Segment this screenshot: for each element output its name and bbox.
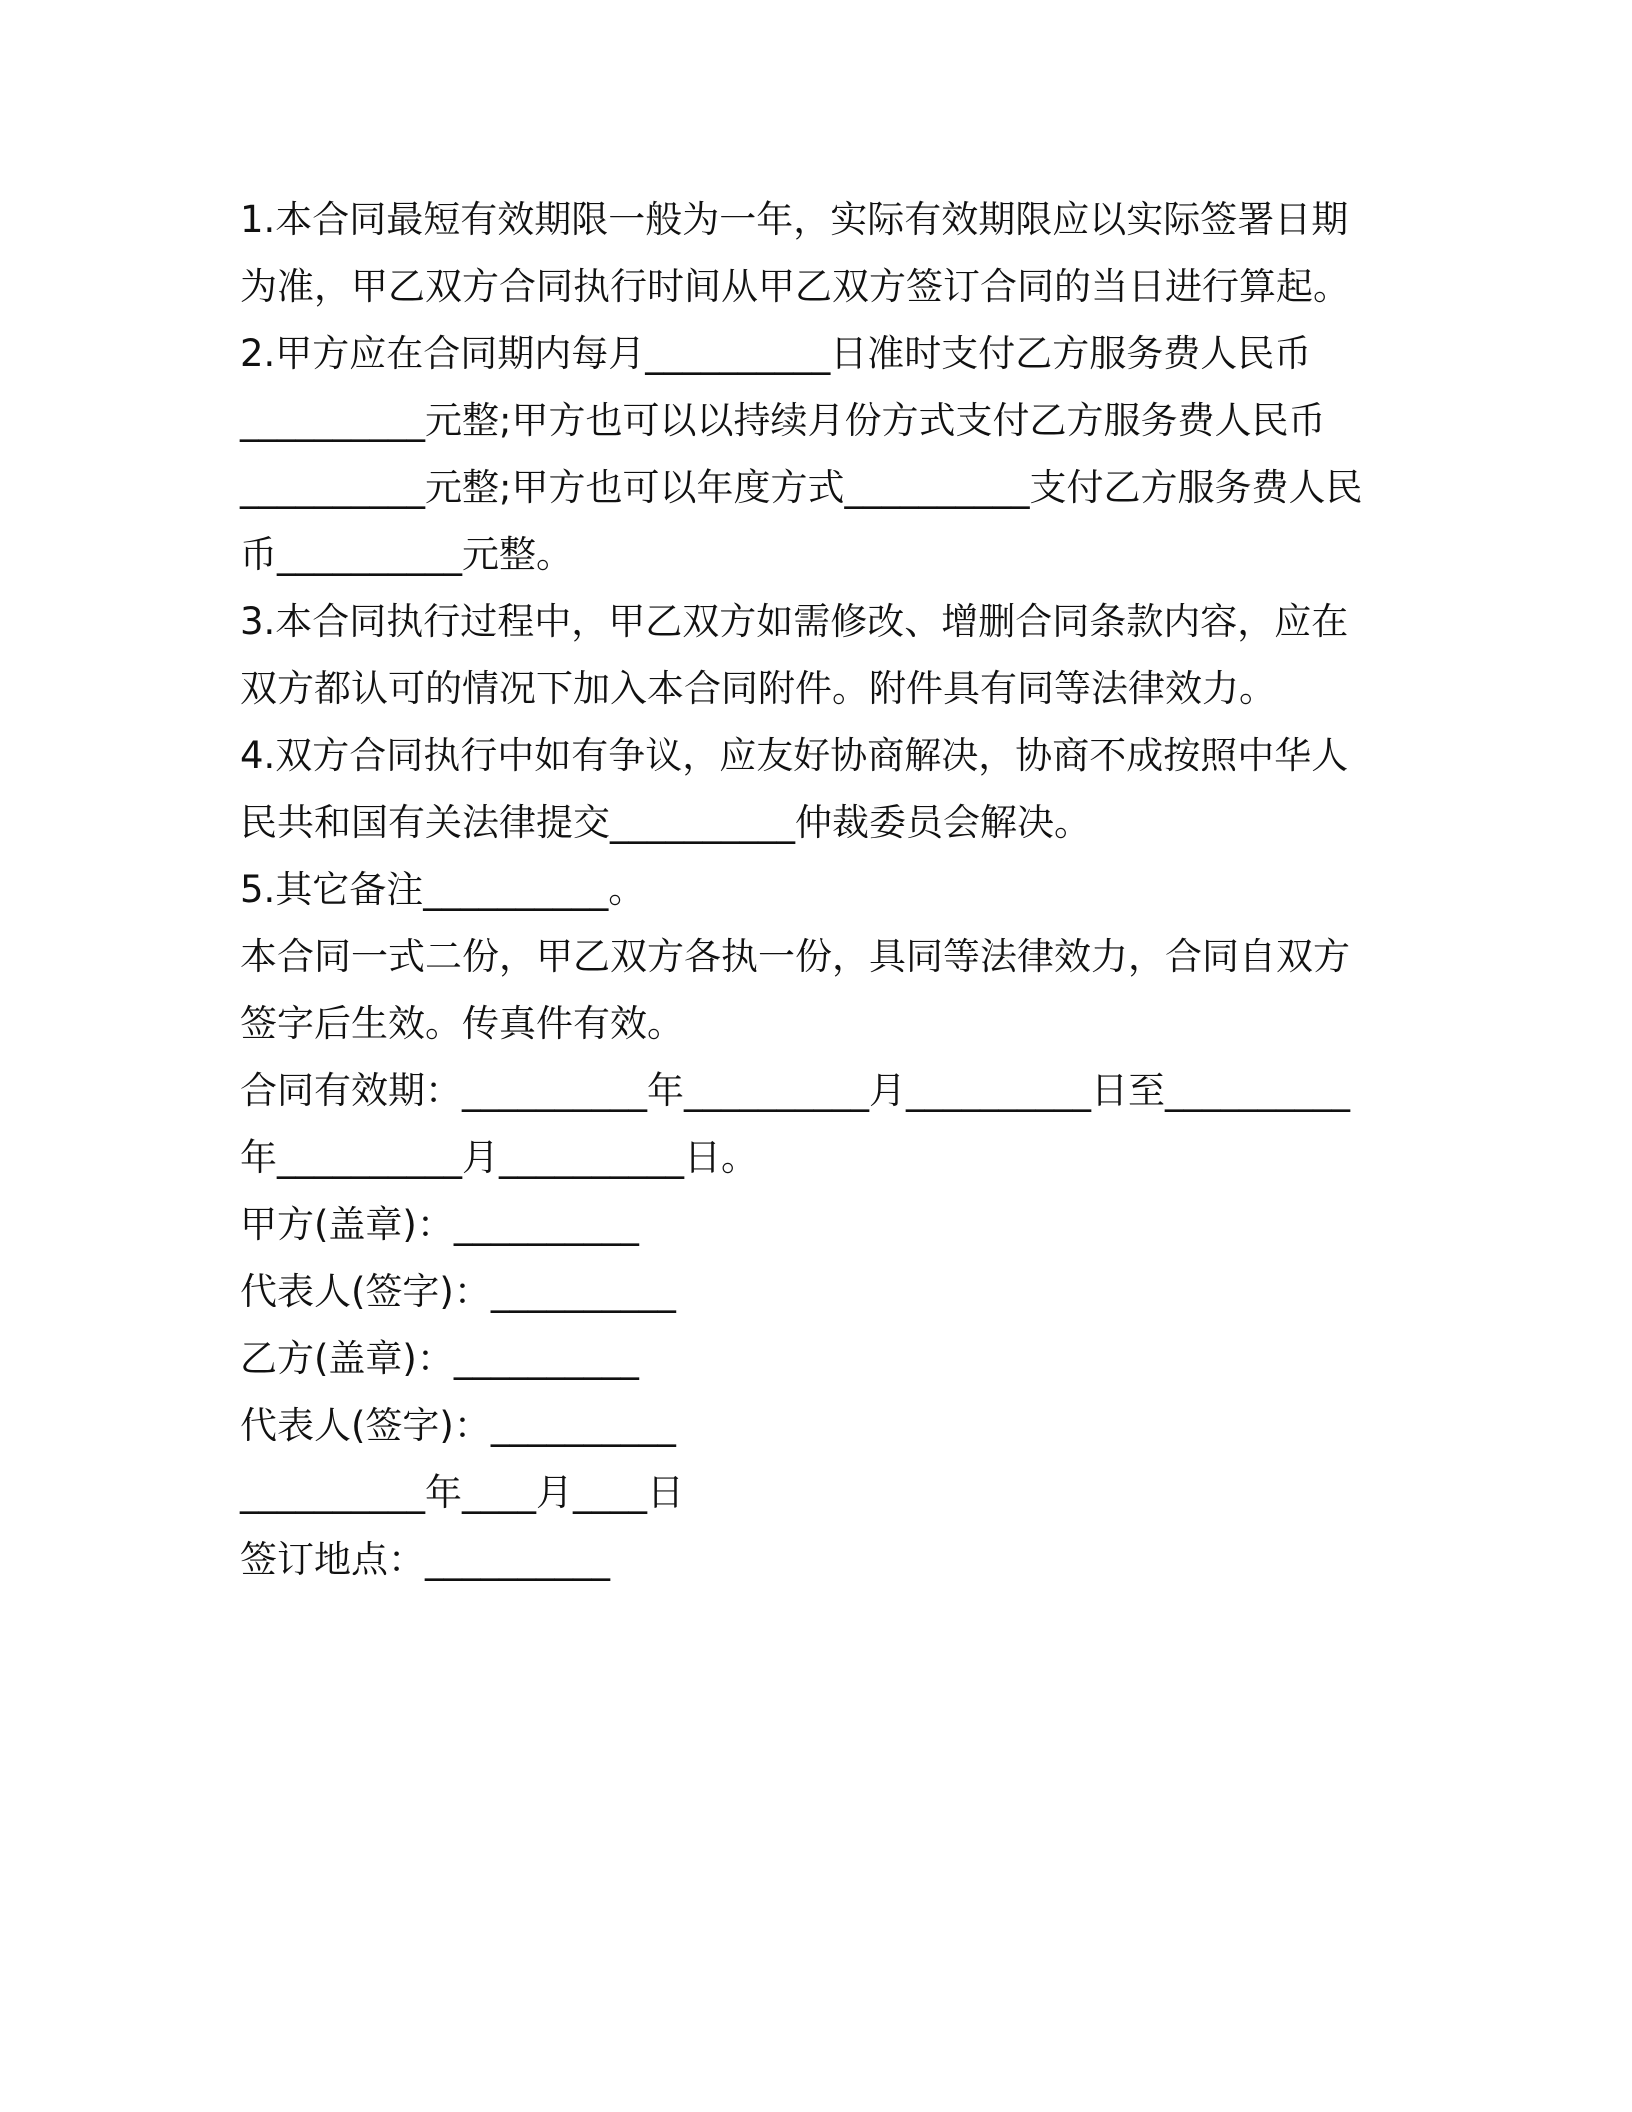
contract-body bbox=[240, 186, 1375, 1593]
signing-date: __________年____月____日 bbox=[240, 1471, 684, 1514]
clause-1-line-2: 为准，甲乙双方合同执行时间从甲乙双方签订合同的当日进行算起。 bbox=[240, 265, 1350, 308]
clause-2-line-2: __________元整;甲方也可以以持续月份方式支付乙方服务费人民币 bbox=[240, 399, 1326, 442]
party-a-representative: 代表人(签字)：__________ bbox=[240, 1270, 676, 1313]
clause-3-line-1: 3.本合同执行过程中，甲乙双方如需修改、增删合同条款内容，应在 bbox=[240, 600, 1349, 643]
clause-3-line-2: 双方都认可的情况下加入本合同附件。附件具有同等法律效力。 bbox=[240, 667, 1276, 710]
clause-5-line-1: 5.其它备注__________。 bbox=[240, 868, 646, 911]
clause-1-line-1: 1.本合同最短有效期限一般为一年，实际有效期限应以实际签署日期 bbox=[240, 198, 1349, 241]
copies-line-1: 本合同一式二份，甲乙双方各执一份，具同等法律效力，合同自双方 bbox=[240, 935, 1350, 978]
validity-line-2: 年__________月__________日。 bbox=[240, 1136, 758, 1179]
clause-2-line-4: 币__________元整。 bbox=[240, 533, 573, 576]
clause-4-line-1: 4.双方合同执行中如有争议，应友好协商解决，协商不成按照中华人 bbox=[240, 734, 1349, 777]
party-b-representative: 代表人(签字)：__________ bbox=[240, 1404, 676, 1447]
copies-line-2: 签字后生效。传真件有效。 bbox=[240, 1002, 684, 1045]
clause-4-line-2: 民共和国有关法律提交__________仲裁委员会解决。 bbox=[240, 801, 1091, 844]
validity-line-1: 合同有效期：__________年__________月__________日至__________ bbox=[240, 1069, 1350, 1112]
signing-location: 签订地点：__________ bbox=[240, 1538, 610, 1581]
party-a-seal: 甲方(盖章)：__________ bbox=[240, 1203, 639, 1246]
clause-2-line-1: 2.甲方应在合同期内每月__________日准时支付乙方服务费人民币 bbox=[240, 332, 1312, 375]
party-b-seal: 乙方(盖章)：__________ bbox=[240, 1337, 639, 1380]
clause-2-line-3: __________元整;甲方也可以年度方式__________支付乙方服务费人民 bbox=[240, 466, 1363, 509]
